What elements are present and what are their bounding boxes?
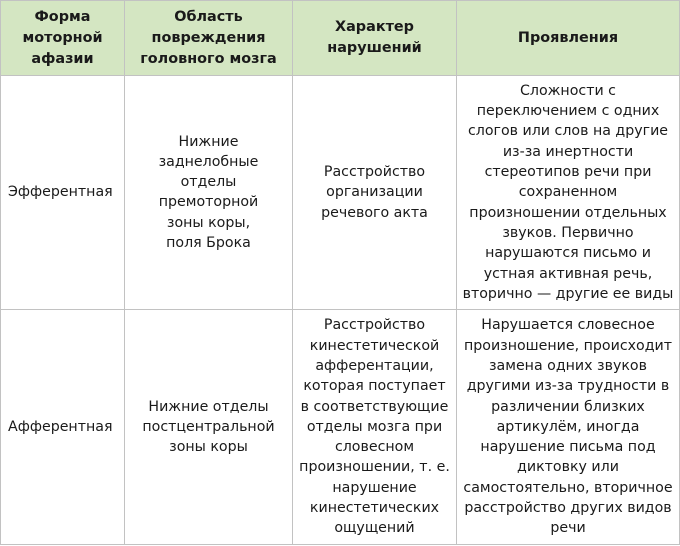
header-nature: Характер нарушений <box>293 1 457 76</box>
cell-nature <box>293 76 457 310</box>
header-brain-area: Область повреждения головного мозга <box>125 1 293 76</box>
cell-brain-area-text: Нижние отделы постцентральной зоны коры <box>142 398 275 456</box>
cell-form: Афферентная <box>1 309 125 544</box>
table-header-row <box>1 1 680 76</box>
cell-manifestations-text: Сложности с переключением с одних слогов или слов на другие из-за инертности стереотипов речи при сохраненном произношении отдельных звуков. Первично нарушаются письмо и устная активная речь, вторично — другие ее виды <box>462 82 674 302</box>
cell-form: Эфферентная <box>1 76 125 310</box>
table-row <box>1 309 680 544</box>
header-manifestations: Проявления <box>457 1 680 76</box>
cell-nature <box>293 309 457 544</box>
table-row <box>1 76 680 310</box>
cell-manifestations <box>457 309 680 544</box>
cell-manifestations <box>457 76 680 310</box>
cell-nature-text: Расстройство кинестетической афферентации, которая поступает в соответствующие отделы мозга при словесном произношении, т. е. нарушение кинестетических ощущений <box>299 317 450 537</box>
cell-manifestations-text: Нарушается словесное произношение, происходит замена одних звуков другими из-за трудности в различении близких артикулём, иногда нарушение письма под диктовку или самостоятельно, вторичное расстройство других видов речи <box>463 317 673 537</box>
cell-nature-text: Расстройство организации речевого акта <box>321 164 428 221</box>
cell-brain-area-text: Нижние заднелобные отделы премоторной зоны коры, поля Брока <box>158 133 259 252</box>
cell-brain-area <box>125 76 293 310</box>
header-form: Форма моторной афазии <box>1 1 125 76</box>
cell-brain-area <box>125 309 293 544</box>
